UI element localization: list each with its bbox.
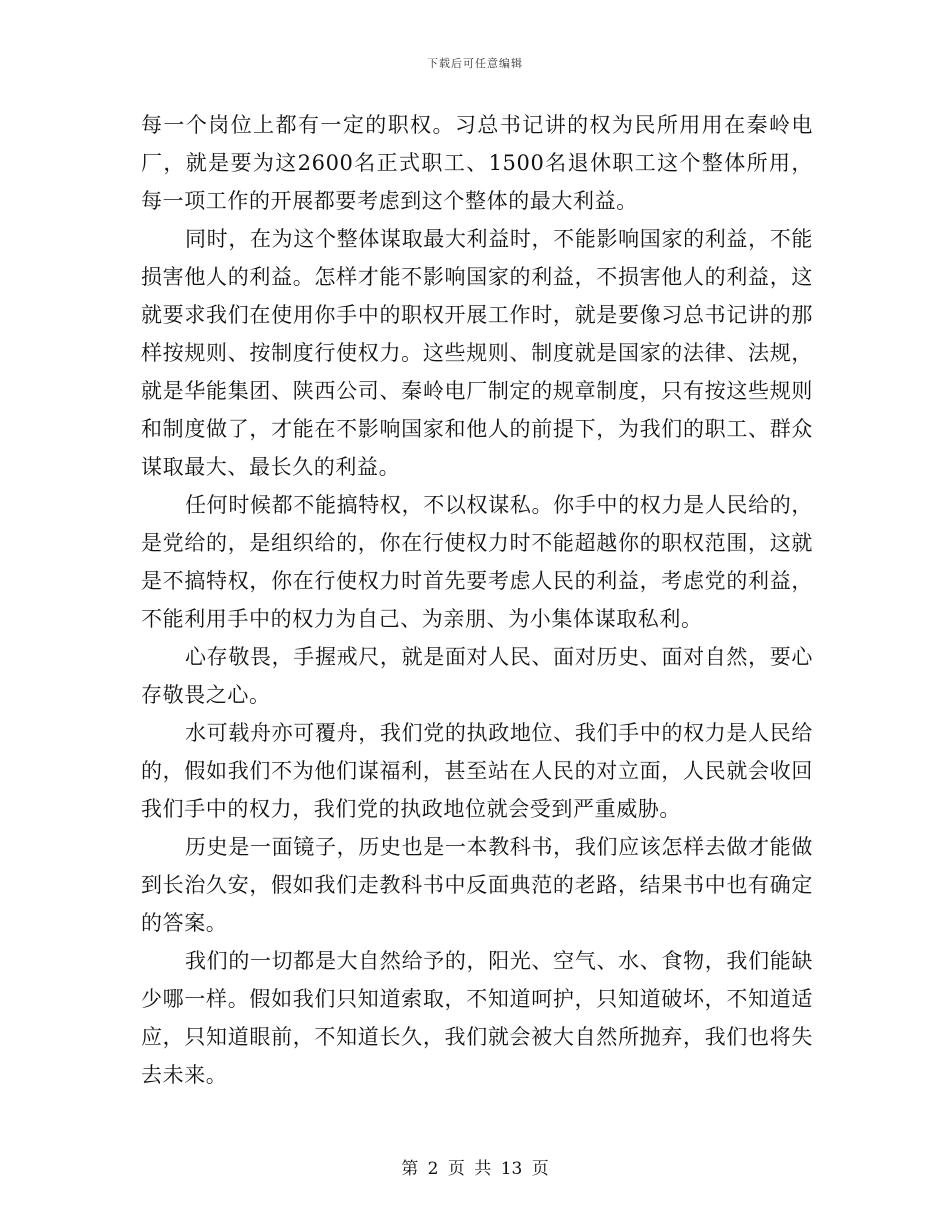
paragraph-3: 任何时候都不能搞特权，不以权谋私。你手中的权力是人民给的，是党给的，是组织给的，你在行使权力时不能超越你的职权范围，这就是不搞特权，你在行使权力时首先要考虑人民的利益，考虑党的利益，不能利用手中的权力为自己、为亲朋、为小集体谋取私利。 bbox=[141, 493, 813, 631]
page-number-footer: 第 2 页 共 13 页 bbox=[401, 1159, 549, 1179]
paragraph-6: 历史是一面镜子，历史也是一本教科书，我们应该怎样去做才能做到长治久安，假如我们走教科书中反面典范的老路，结果书中也有确定的答案。 bbox=[141, 835, 813, 935]
page-header: 下载后可任意编辑 bbox=[427, 57, 523, 70]
paragraph-4: 心存敬畏，手握戒尺，就是面对人民、面对历史、面对自然，要心存敬畏之心。 bbox=[141, 645, 813, 707]
paragraph-2: 同时，在为这个整体谋取最大利益时，不能影响国家的利益，不能损害他人的利益。怎样才能不影响国家的利益，不损害他人的利益，这就要求我们在使用你手中的职权开展工作时，就是要像习总书记讲的那样按规则、按制度行使权力。这些规则、制度就是国家的法律、法规，就是华能集团、陕西公司、秦岭电厂制定的规章制度，只有按这些规则和制度做了，才能在不影响国家和他人的前提下，为我们的职工、群众谋取最大、最长久的利益。 bbox=[141, 227, 813, 479]
paragraph-1: 每一个岗位上都有一定的职权。习总书记讲的权为民所用用在秦岭电厂，就是要为这2600名正式职工、1500名退休职工这个整体所用，每一项工作的开展都要考虑到这个整体的最大利益。 bbox=[141, 113, 813, 213]
paragraph-5: 水可载舟亦可覆舟，我们党的执政地位、我们手中的权力是人民给的，假如我们不为他们谋福利，甚至站在人民的对立面，人民就会收回我们手中的权力，我们党的执政地位就会受到严重威胁。 bbox=[141, 721, 813, 821]
document-body bbox=[141, 106, 813, 1094]
paragraph-7: 我们的一切都是大自然给予的，阳光、空气、水、食物，我们能缺少哪一样。假如我们只知道索取，不知道呵护，只知道破坏，不知道适应，只知道眼前，不知道长久，我们就会被大自然所抛弃，我们也将失去未来。 bbox=[141, 949, 813, 1087]
